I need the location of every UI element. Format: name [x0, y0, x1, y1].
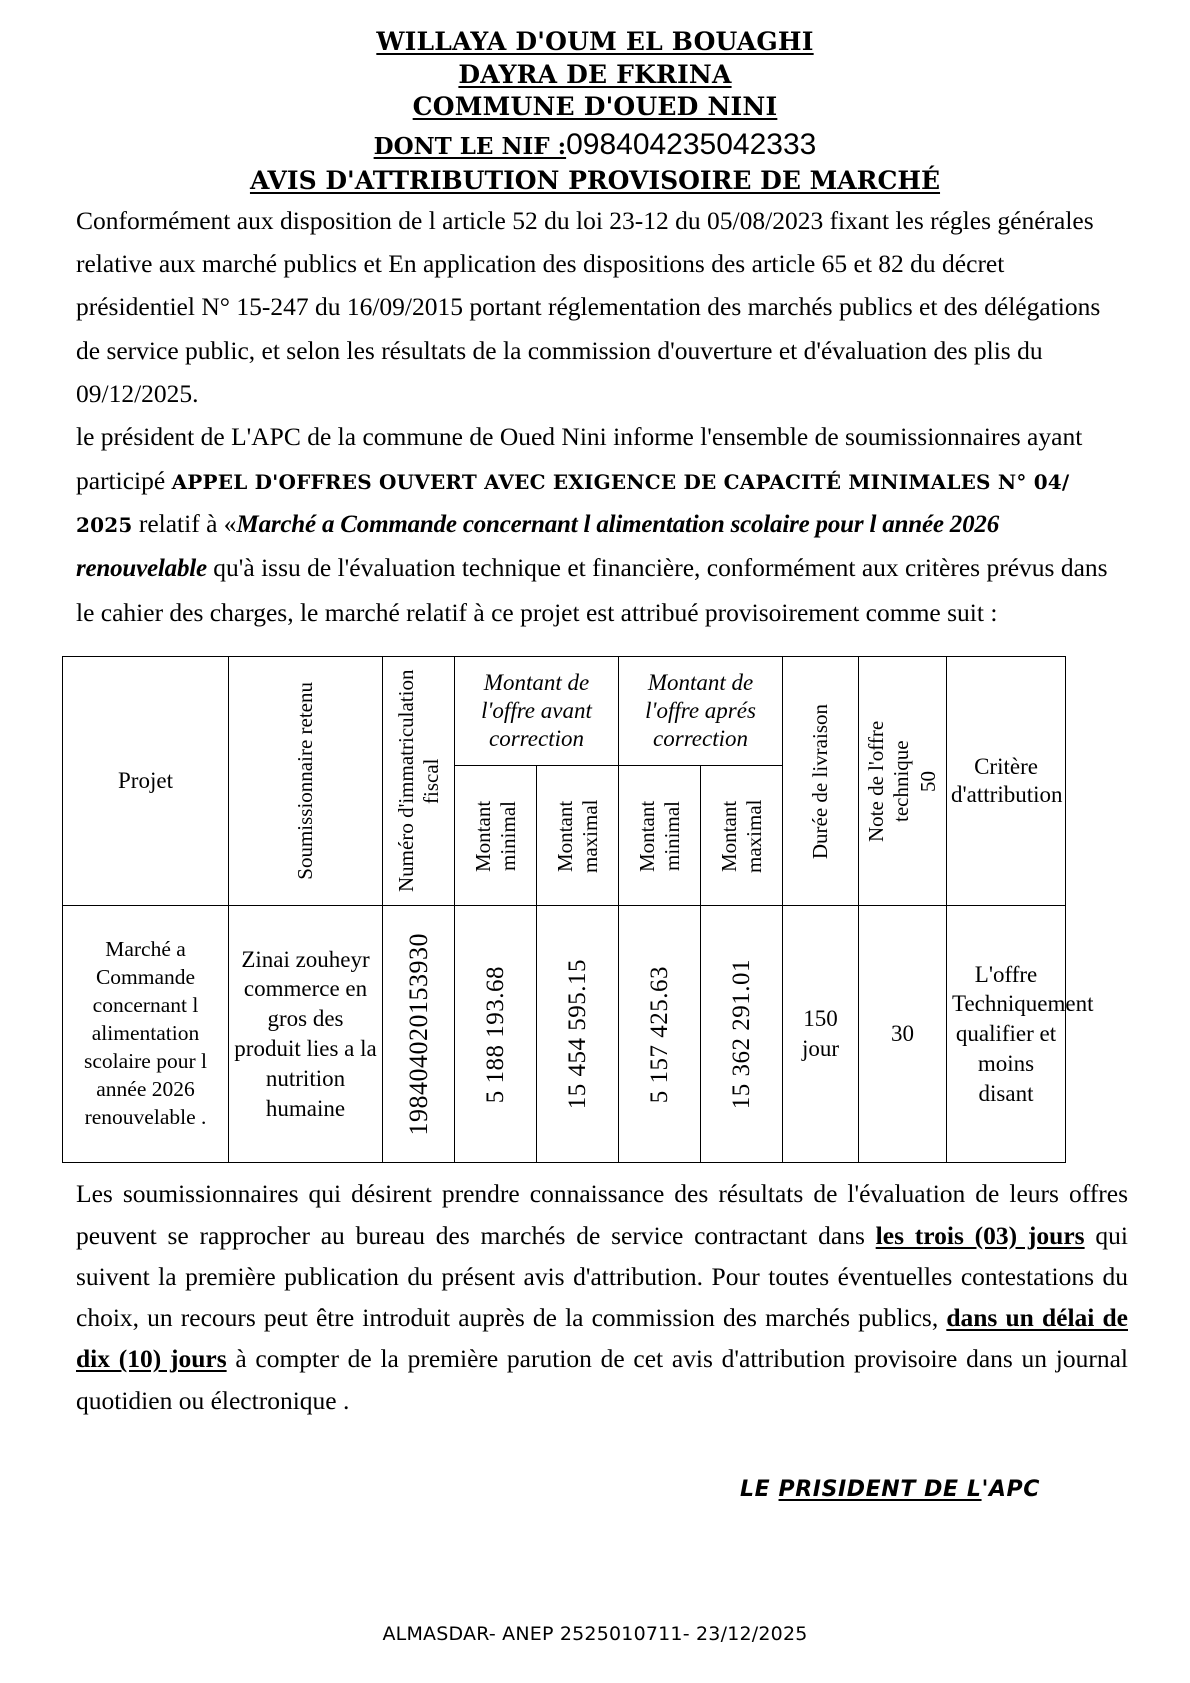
closing-text-1: Les soumissionnaires qui désirent prendre connaissance des résultats de l'évaluation de leurs offres peuvent se rapprocher au bureau des marchés de service contractant dans [76, 1179, 1128, 1250]
cell-nif [383, 906, 455, 1163]
deadline-ten-days: dans un délai de dix (10) jours [76, 1303, 1128, 1374]
cell-montant-maximal-2-value: 15 362 291.01 [727, 959, 755, 1110]
document-header [0, 26, 1190, 195]
attribution-table [62, 656, 1094, 1163]
cell-nif-value: 198404020153930 [403, 933, 433, 1136]
cell-montant-minimal-1 [455, 906, 537, 1163]
th-duree [783, 657, 859, 906]
cell-montant-maximal-1-inner [537, 953, 618, 1115]
cell-critere-value: L'offre Techniquement qualifier et moins disant [952, 961, 1094, 1107]
cell-soumissionnaire [229, 906, 383, 1163]
th-note-label: Note de l'offre technique [864, 720, 914, 842]
th-soumissionnaire [229, 657, 383, 906]
cell-soumissionnaire-value: Zinai zouheyr commerce en gros des produit lies a la nutrition humaine [234, 946, 377, 1122]
cell-projet-value: Marché a Commande concernant l alimentation scolaire pour l année 2026 renouvelable . [84, 937, 207, 1130]
header-line-dayra-text: DAYRA DE FKRINA [458, 59, 732, 89]
cell-note [859, 906, 947, 1163]
table-header-row-1 [63, 657, 1066, 766]
announcement-text-2: relatif à « [132, 508, 237, 538]
deadline-three-days: les trois (03) jours [875, 1220, 1085, 1250]
table-row [63, 906, 1066, 1163]
cell-montant-minimal-2 [619, 906, 701, 1163]
header-nif-line [0, 125, 1190, 164]
th-note [859, 657, 947, 906]
signature-title: PRISIDENT DE L [778, 1477, 982, 1503]
tender-reference: APPEL D'OFFRES OUVERT AVEC EXIGENCE DE CAPACITÉ MINIMALES N° 04/ 2025 [76, 469, 1070, 537]
cell-duree [783, 906, 859, 1163]
th-montant-apres [619, 657, 783, 766]
document-body [0, 199, 1190, 635]
th-soumissionnaire-inner [229, 676, 382, 886]
header-line-willaya-text: WILLAYA D'OUM EL BOUAGHI [376, 27, 814, 56]
cell-montant-minimal-2-value: 5 157 425.63 [645, 965, 673, 1103]
cell-montant-maximal-2-inner [701, 953, 782, 1115]
cell-critere [947, 906, 1094, 1163]
th-critere-label: Critère d'attribution [951, 753, 1063, 808]
th-critere [947, 657, 1066, 906]
document-title: AVIS D'ATTRIBUTION PROVISOIRE DE MARCHÉ [249, 165, 941, 195]
th-montant-avant [455, 657, 619, 766]
th-montant-minimal-2 [619, 766, 701, 906]
announcement-text-3: qu'à issu de l'évaluation technique et financière, conformément aux critères prévus dans le cahier des charges, le marché relatif à ce projet est attribué provisoirement comme suit : [76, 553, 1108, 627]
th-duree-inner [783, 698, 858, 865]
header-line-willaya [0, 26, 1190, 59]
header-line-dayra [0, 59, 1190, 92]
cell-montant-maximal-2 [701, 906, 783, 1163]
cell-montant-minimal-1-inner [455, 960, 536, 1109]
th-montant-maximal-1-label: Montant maximal [552, 799, 602, 873]
signature-block [0, 1477, 1190, 1502]
closing-text-2: qui suivent la première publication du présent avis d'attribution. Pour toutes éventuelles contestations du choix, un recours peut être introduit auprès de la commission des marchés publics, [76, 1220, 1128, 1333]
th-projet-label: Projet [118, 767, 173, 793]
cell-note-value: 30 [891, 1021, 915, 1047]
closing-text-3: à compter de la première parution de cet avis d'attribution provisoire dans un journal quotidien ou électronique . [76, 1344, 1129, 1415]
th-nif [383, 657, 455, 906]
market-object: Marché a Commande concernant l alimentation scolaire pour l année 2026 renouvelable [76, 510, 999, 583]
cell-montant-maximal-1 [537, 906, 619, 1163]
header-line-commune [0, 91, 1190, 124]
signature-suffix: 'APC [981, 1477, 1040, 1503]
attribution-table-wrapper [0, 656, 1190, 1163]
nif-value: 098404235042333 [566, 127, 817, 161]
nif-label: DONT LE NIF : [373, 132, 567, 160]
announcement-text-1: le président de L'APC de la commune de Oued Nini informe l'ensemble de soumissionnaires ayant participé [76, 422, 1083, 495]
signature-prefix: LE [740, 1477, 779, 1503]
cell-montant-maximal-1-value: 15 454 595.15 [563, 959, 591, 1110]
cell-projet [63, 906, 229, 1163]
th-projet [63, 657, 229, 906]
th-montant-minimal-1-label: Montant minimal [470, 800, 520, 872]
th-montant-maximal-1 [537, 766, 619, 906]
th-soumissionnaire-label: Soumissionnaire retenu [293, 682, 318, 881]
th-nif-label: Numéro d'immatriculation fiscal [393, 670, 443, 893]
th-montant-maximal-2-label: Montant maximal [716, 799, 766, 873]
page-footer: ALMASDAR- ANEP 2525010711- 23/12/2025 [382, 1623, 808, 1645]
th-note-inner [859, 675, 946, 887]
th-montant-maximal-1-inner [537, 767, 618, 905]
th-nif-inner [383, 661, 454, 901]
th-montant-maximal-2 [701, 766, 783, 906]
paragraph-announcement [76, 415, 1128, 634]
th-montant-maximal-2-inner [701, 767, 782, 905]
th-montant-minimal-1 [455, 766, 537, 906]
th-montant-avant-label: Montant de l'offre avant correction [481, 670, 592, 752]
th-montant-minimal-1-inner [455, 767, 536, 905]
cell-nif-inner [383, 927, 454, 1142]
th-montant-minimal-2-inner [619, 767, 700, 905]
header-line-commune-text: COMMUNE D'OUED NINI [412, 92, 778, 121]
cell-montant-minimal-2-inner [619, 960, 700, 1109]
paragraph-legal-basis: Conformément aux disposition de l article 52 du loi 23-12 du 05/08/2023 fixant les régles générales relative aux marché publics et En application des dispositions des article 65 et 82 du décret présidentiel N° 15-247 du 16/09/2015 portant réglementation des marchés publics et des délégations de service public, et selon les résultats de la commission d'ouverture et d'évaluation des plis du 09/12/2025. [76, 205, 1101, 408]
th-montant-apres-label: Montant de l'offre aprés correction [645, 670, 756, 752]
th-note-score: 50 [915, 770, 940, 792]
th-montant-minimal-2-label: Montant minimal [634, 800, 684, 872]
cell-duree-value: 150 jour [802, 1006, 840, 1062]
th-duree-label: Durée de livraison [808, 703, 833, 859]
closing-section [0, 1173, 1190, 1421]
cell-montant-minimal-1-value: 5 188 193.68 [481, 965, 509, 1103]
paragraph-recourse [76, 1173, 1128, 1421]
